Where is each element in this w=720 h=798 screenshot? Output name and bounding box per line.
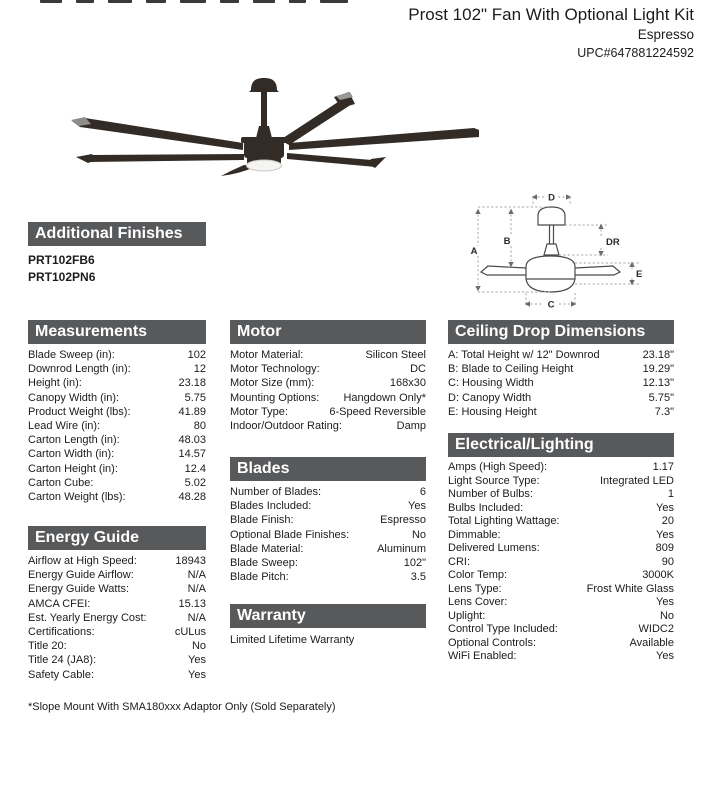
spec-label: Safety Cable: xyxy=(28,668,95,681)
spec-value: Aluminum xyxy=(377,542,426,555)
spec-value: N/A xyxy=(187,583,206,596)
spec-row xyxy=(28,568,206,582)
spec-value: 48.28 xyxy=(178,491,206,504)
spec-label: Motor Technology: xyxy=(230,363,320,376)
spec-row xyxy=(28,625,206,639)
blades-heading: Blades xyxy=(230,457,426,481)
finish-code: PRT102FB6 xyxy=(28,253,95,267)
spec-row xyxy=(28,419,206,433)
spec-label: Mounting Options: xyxy=(230,391,320,404)
spec-label: Indoor/Outdoor Rating: xyxy=(230,420,342,433)
spec-row xyxy=(28,376,206,390)
footnote: *Slope Mount With SMA180xxx Adaptor Only (Sold Separately) xyxy=(28,701,336,713)
spec-row xyxy=(448,376,674,390)
spec-value: Espresso xyxy=(380,514,426,527)
spec-label: Lead Wire (in): xyxy=(28,420,101,433)
spec-row xyxy=(448,488,674,502)
spec-label: Certifications: xyxy=(28,626,95,639)
ceiling-drop-heading: Ceiling Drop Dimensions xyxy=(448,320,674,344)
spec-label: Blade Sweep (in): xyxy=(28,349,115,361)
spec-label: Canopy Width (in): xyxy=(28,391,120,404)
spec-value: 80 xyxy=(193,420,206,433)
spec-label: Carton Length (in): xyxy=(28,434,120,447)
spec-row xyxy=(230,376,426,390)
spec-row xyxy=(28,668,206,682)
spec-label: C: Housing Width xyxy=(448,377,534,390)
spec-value: 102 xyxy=(187,349,206,361)
additional-finishes-heading: Additional Finishes xyxy=(28,222,206,246)
spec-value: 809 xyxy=(655,542,674,554)
spec-label: E: Housing Height xyxy=(448,405,537,418)
spec-row xyxy=(230,570,426,584)
spec-row xyxy=(230,391,426,405)
electrical-lighting-heading: Electrical/Lighting xyxy=(448,433,674,457)
spec-value: 90 xyxy=(661,555,674,568)
spec-label: Uplight: xyxy=(448,609,486,622)
spec-label: Carton Cube: xyxy=(28,476,94,489)
spec-row xyxy=(230,362,426,376)
spec-row xyxy=(448,461,674,475)
spec-label: Lens Type: xyxy=(448,582,502,595)
section-warranty xyxy=(230,604,426,646)
spec-row xyxy=(230,485,426,499)
diagram-label-c: C xyxy=(547,299,555,311)
spec-row xyxy=(448,623,674,637)
diagram-label-b: B xyxy=(503,236,511,247)
spec-label: Motor Material: xyxy=(230,349,304,361)
spec-label: Motor Size (mm): xyxy=(230,377,315,390)
section-electrical-lighting xyxy=(448,433,674,664)
spec-row xyxy=(448,569,674,583)
spec-row xyxy=(448,475,674,489)
spec-label: Blade Pitch: xyxy=(230,571,289,584)
cutoff-logo-artifact xyxy=(40,0,348,3)
spec-row xyxy=(28,462,206,476)
spec-row xyxy=(28,348,206,362)
spec-row xyxy=(448,515,674,529)
spec-value: 48.03 xyxy=(178,434,206,447)
diagram-label-dr: DR xyxy=(606,237,620,248)
spec-label: Dimmable: xyxy=(448,528,501,541)
spec-label: Total Lighting Wattage: xyxy=(448,515,560,527)
measurements-heading: Measurements xyxy=(28,320,206,344)
spec-row xyxy=(448,362,674,376)
spec-label: Airflow at High Speed: xyxy=(28,555,137,567)
spec-value: Yes xyxy=(188,668,206,681)
spec-value: 14.57 xyxy=(178,448,206,461)
spec-row xyxy=(230,513,426,527)
spec-value: 7.3" xyxy=(654,405,674,418)
spec-value: 102" xyxy=(403,557,426,570)
spec-label: Number of Blades: xyxy=(230,486,322,498)
ceiling-drop-diagram xyxy=(463,186,703,314)
spec-label: Blades Included: xyxy=(230,500,312,513)
spec-row xyxy=(28,639,206,653)
spec-value: 3000K xyxy=(642,569,674,581)
diagram-label-e: E xyxy=(636,269,643,280)
spec-value: Yes xyxy=(656,501,674,514)
spec-row xyxy=(448,348,674,362)
spec-label: Blade Sweep: xyxy=(230,557,298,570)
spec-label: Height (in): xyxy=(28,377,82,390)
spec-row xyxy=(448,596,674,610)
ceiling-drop-rows xyxy=(448,348,674,419)
light-lens xyxy=(247,160,282,171)
spec-row xyxy=(448,583,674,597)
spec-label: Lens Cover: xyxy=(448,596,508,608)
spec-value: 23.18" xyxy=(642,349,674,361)
spec-label: D: Canopy Width xyxy=(448,391,532,404)
spec-value: Frost White Glass xyxy=(586,582,674,595)
spec-value: Yes xyxy=(408,500,426,513)
spec-row xyxy=(230,419,426,433)
spec-value: No xyxy=(659,609,674,622)
spec-row xyxy=(230,528,426,542)
spec-row xyxy=(28,405,206,419)
motor-heading: Motor xyxy=(230,320,426,344)
spec-value: Damp xyxy=(396,420,426,433)
spec-label: Optional Blade Finishes: xyxy=(230,528,350,541)
electrical-lighting-rows xyxy=(448,461,674,664)
spec-value: 12.4 xyxy=(184,462,206,475)
spec-value: 6-Speed Reversible xyxy=(329,405,426,418)
spec-label: Carton Weight (lbs): xyxy=(28,491,126,504)
spec-value: 6 xyxy=(419,486,426,498)
spec-row xyxy=(28,582,206,596)
spec-value: Yes xyxy=(656,528,674,541)
spec-label: Number of Bulbs: xyxy=(448,488,533,500)
spec-value: 5.02 xyxy=(184,476,206,489)
energy-guide-rows xyxy=(28,554,206,682)
spec-row xyxy=(28,597,206,611)
spec-value: DC xyxy=(410,363,426,376)
spec-label: Est. Yearly Energy Cost: xyxy=(28,611,147,624)
blades-rows xyxy=(230,485,426,584)
title-block xyxy=(408,4,694,61)
spec-row xyxy=(230,348,426,362)
spec-label: CRI: xyxy=(448,555,470,568)
spec-row xyxy=(448,391,674,405)
product-finish: Espresso xyxy=(637,27,694,42)
spec-value: 1.17 xyxy=(652,461,674,473)
spec-row xyxy=(230,542,426,556)
measurements-rows xyxy=(28,348,206,504)
spec-row xyxy=(230,499,426,513)
spec-value: N/A xyxy=(187,611,206,624)
energy-guide-heading: Energy Guide xyxy=(28,526,206,550)
product-upc: UPC#647881224592 xyxy=(577,46,694,60)
spec-row xyxy=(448,610,674,624)
finish-code: PRT102PN6 xyxy=(28,269,96,284)
spec-value: No xyxy=(411,528,426,541)
spec-label: Bulbs Included: xyxy=(448,501,524,514)
spec-row xyxy=(28,490,206,504)
spec-label: Delivered Lumens: xyxy=(448,542,540,554)
spec-value: 12 xyxy=(193,363,206,376)
spec-label: AMCA CFEI: xyxy=(28,597,91,610)
spec-label: Optional Controls: xyxy=(448,636,537,649)
section-ceiling-drop-dimensions xyxy=(448,320,674,419)
section-blades xyxy=(230,457,426,584)
spec-value: Integrated LED xyxy=(600,474,674,487)
fan-product-image xyxy=(58,76,483,181)
spec-label: Downrod Length (in): xyxy=(28,363,131,376)
spec-row xyxy=(28,391,206,405)
spec-value: Yes xyxy=(656,596,674,608)
spec-value: 1 xyxy=(667,488,674,500)
warranty-text: Limited Lifetime Warranty xyxy=(230,634,355,646)
spec-label: Title 24 (JA8): xyxy=(28,654,97,667)
spec-row xyxy=(28,476,206,490)
spec-value: 15.13 xyxy=(178,597,206,610)
spec-value: 3.5 xyxy=(410,571,426,584)
spec-row xyxy=(448,542,674,556)
spec-label: Title 20: xyxy=(28,640,67,653)
spec-label: Carton Height (in): xyxy=(28,462,118,475)
diagram-label-a: A xyxy=(470,246,478,257)
spec-label: Energy Guide Watts: xyxy=(28,583,130,596)
spec-value: 18943 xyxy=(175,555,206,567)
spec-label: Carton Width (in): xyxy=(28,448,115,461)
spec-row xyxy=(28,447,206,461)
spec-row xyxy=(230,556,426,570)
spec-row xyxy=(448,502,674,516)
spec-row xyxy=(28,611,206,625)
spec-value: No xyxy=(191,640,206,653)
spec-row xyxy=(230,405,426,419)
spec-row xyxy=(448,637,674,651)
spec-label: WiFi Enabled: xyxy=(448,650,517,662)
spec-label: Light Source Type: xyxy=(448,474,540,487)
spec-label: A: Total Height w/ 12" Downrod xyxy=(448,349,600,361)
spec-label: B: Blade to Ceiling Height xyxy=(448,363,574,376)
spec-value: 5.75" xyxy=(648,391,674,404)
spec-value: 19.29" xyxy=(642,363,674,376)
spec-row xyxy=(28,433,206,447)
spec-label: Motor Type: xyxy=(230,405,288,418)
spec-label: Energy Guide Airflow: xyxy=(28,569,134,582)
spec-value: cULus xyxy=(174,626,206,639)
spec-value: Hangdown Only* xyxy=(343,391,426,404)
spec-value: 12.13" xyxy=(642,377,674,390)
warranty-heading: Warranty xyxy=(230,604,426,628)
spec-row xyxy=(448,529,674,543)
spec-row xyxy=(448,405,674,419)
spec-row xyxy=(448,556,674,570)
spec-value: Yes xyxy=(188,654,206,667)
spec-value: 23.18 xyxy=(178,377,206,390)
spec-value: N/A xyxy=(187,569,206,582)
section-measurements xyxy=(28,320,206,504)
spec-row xyxy=(28,362,206,376)
spec-label: Color Temp: xyxy=(448,569,508,581)
spec-value: Available xyxy=(629,636,674,649)
spec-value: 5.75 xyxy=(184,391,206,404)
section-motor xyxy=(230,320,426,433)
motor-rows xyxy=(230,348,426,433)
finish-code-list xyxy=(28,252,206,285)
spec-value: 20 xyxy=(661,515,674,527)
product-title: Prost 102" Fan With Optional Light Kit xyxy=(408,5,694,24)
section-energy-guide xyxy=(28,526,206,682)
spec-label: Blade Finish: xyxy=(230,514,294,527)
spec-label: Product Weight (lbs): xyxy=(28,405,131,418)
spec-label: Control Type Included: xyxy=(448,623,558,635)
spec-value: WIDC2 xyxy=(638,623,674,635)
spec-value: Silicon Steel xyxy=(365,349,426,361)
spec-row xyxy=(448,650,674,664)
section-additional-finishes xyxy=(28,222,206,285)
spec-label: Blade Material: xyxy=(230,542,304,555)
spec-label: Amps (High Speed): xyxy=(448,461,548,473)
spec-row xyxy=(28,554,206,568)
spec-row xyxy=(28,653,206,667)
spec-value: 168x30 xyxy=(389,377,426,390)
spec-value: 41.89 xyxy=(178,405,206,418)
diagram-label-d: D xyxy=(548,192,555,204)
spec-value: Yes xyxy=(656,650,674,662)
